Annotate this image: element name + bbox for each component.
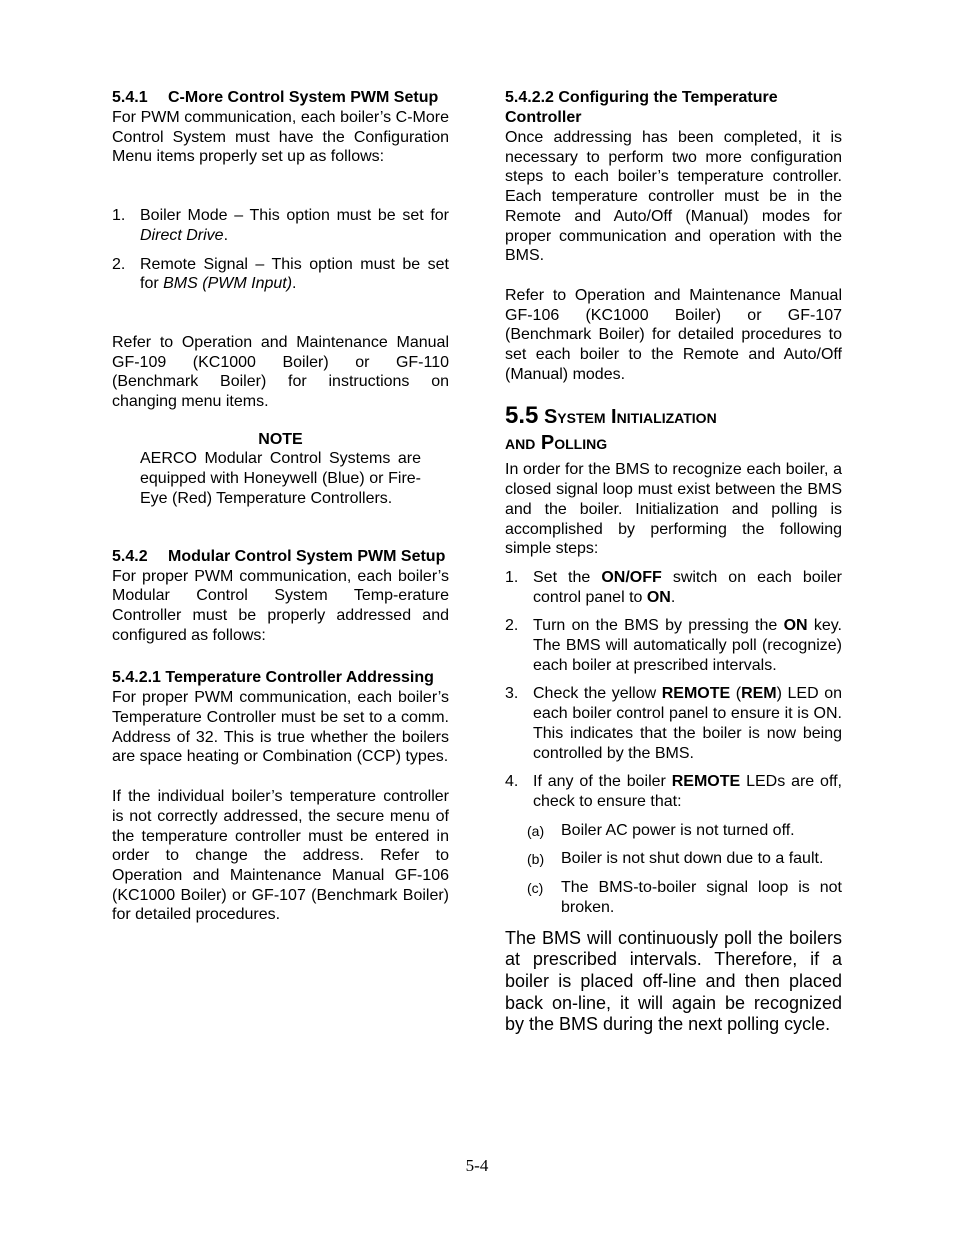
list-emphasis: BMS (PWM Input) bbox=[163, 275, 293, 293]
list-bold: REM bbox=[741, 685, 777, 703]
list-text: Check the yellow bbox=[533, 685, 662, 703]
list-text: switch on each boiler control panel to bbox=[533, 568, 843, 606]
list-text: ) LED on each boiler control panel to ensure it is ON. This indicates that the boiler is now being controlled by the BMS. bbox=[533, 685, 843, 762]
list-item bbox=[505, 568, 842, 607]
section-title-line1: System Initialization bbox=[543, 406, 717, 429]
right-column bbox=[505, 88, 842, 1036]
list-text: Remote Signal – This option must be set for bbox=[140, 255, 449, 293]
sub-list-item bbox=[505, 878, 842, 917]
list-text: Boiler Mode – This option must be set for bbox=[140, 207, 449, 225]
note-text: AERCO Modular Control Systems are equipped with Honeywell (Blue) or Fire-Eye (Red) Temperature Controllers. bbox=[140, 450, 421, 507]
list-item bbox=[505, 616, 842, 675]
sub-list-text: Boiler is not shut down due to a fault. bbox=[561, 850, 824, 868]
list-text: LEDs are off, check to ensure that: bbox=[533, 773, 842, 810]
section-heading-5-4-2 bbox=[112, 547, 449, 567]
closing-paragraph: The BMS will continuously poll the boilers at prescribed intervals. Therefore, if a boiler is placed off-line and then placed back on-line, it will again be recognized by the BMS during the next polling cycle. bbox=[505, 927, 842, 1035]
left-column bbox=[112, 88, 449, 925]
list-bold: REMOTE bbox=[671, 773, 741, 791]
paragraph: For PWM communication, each boiler’s C-More Control System must have the Configuration Menu items properly set up as follows: bbox=[112, 109, 449, 166]
sub-list-item bbox=[505, 821, 842, 841]
list-text-end: . bbox=[292, 275, 297, 293]
sub-list-item bbox=[505, 849, 842, 869]
section-number: 5.4.1 bbox=[112, 89, 148, 106]
section-number: 5.5 bbox=[505, 402, 539, 430]
paragraph: Refer to Operation and Maintenance Manual GF-106 (KC1000 Boiler) or GF-107 (Benchmark Boiler) for detailed procedures to set each boiler to the Remote and Auto/Off (Manual) modes. bbox=[505, 286, 842, 383]
steps-list bbox=[505, 568, 842, 812]
sub-list-letter: (c) bbox=[527, 880, 544, 897]
list-item bbox=[505, 684, 842, 763]
list-number: 2. bbox=[505, 617, 519, 635]
sub-list-letter: (a) bbox=[527, 822, 545, 839]
paragraph: For proper PWM communication, each boiler’s Temperature Controller must be set to a comm. Address of 32. This is true whether the boilers are space heating or Combination (CCP) types. bbox=[112, 689, 449, 766]
list-item bbox=[112, 206, 449, 245]
section-heading-5-4-2-2: 5.4.2.2 Configuring the Temperature Controller bbox=[505, 89, 778, 126]
list-bold: REMOTE bbox=[661, 685, 731, 703]
section-heading-5-4-2-1: 5.4.2.1 Temperature Controller Addressing bbox=[112, 669, 434, 687]
section-title: C-More Control System PWM Setup bbox=[168, 89, 439, 106]
sub-list-text: Boiler AC power is not turned off. bbox=[561, 821, 795, 839]
list-text: ( bbox=[730, 685, 742, 703]
sub-list-text: The BMS-to-boiler signal loop is not broken. bbox=[561, 879, 842, 916]
paragraph: Once addressing has been completed, it is necessary to perform two more configuration steps to each boiler’s temperature controller. Each temperature controller must be in the Remote and Auto/Off (Manual) modes for proper communication and operation with the BMS. bbox=[505, 129, 842, 265]
paragraph: If the individual boiler’s temperature controller is not correctly addressed, the secure menu of the temperature controller must be entered in order to change the address. Refer to Operation and Maintenance Manual GF-106 (KC1000 Boiler) or GF-107 (Benchmark Boiler) for detailed procedures. bbox=[112, 788, 449, 924]
list-item bbox=[112, 255, 449, 294]
list-item bbox=[505, 772, 842, 811]
config-list bbox=[112, 206, 449, 294]
section-number: 5.4.2 bbox=[112, 547, 148, 565]
section-title-line2: and Polling bbox=[505, 432, 608, 455]
sub-list-letter: (b) bbox=[527, 851, 545, 868]
section-heading-5-5 bbox=[505, 403, 842, 456]
page-number: 5-4 bbox=[465, 1156, 489, 1175]
list-emphasis: Direct Drive bbox=[140, 226, 224, 244]
list-number: 1. bbox=[112, 207, 126, 225]
list-number: 4. bbox=[505, 773, 519, 791]
section-heading-5-4-1 bbox=[112, 88, 449, 108]
list-text: If any of the boiler bbox=[533, 773, 672, 791]
list-text: key. The BMS will automatically poll (recognize) each boiler at prescribed intervals. bbox=[533, 617, 842, 674]
note-title: NOTE bbox=[258, 430, 303, 448]
section-title: Modular Control System PWM Setup bbox=[168, 547, 446, 565]
list-bold: ON bbox=[783, 617, 808, 635]
list-number: 3. bbox=[505, 685, 519, 703]
list-text: Set the bbox=[533, 568, 602, 586]
list-text-end: . bbox=[223, 226, 229, 244]
note-box bbox=[140, 430, 421, 509]
list-number: 2. bbox=[112, 255, 126, 273]
paragraph: For proper PWM communication, each boiler’s Modular Control System Temp-erature Controller must be properly addressed and configured as follows: bbox=[112, 567, 449, 644]
list-bold: ON bbox=[646, 588, 671, 606]
list-number: 1. bbox=[505, 568, 519, 586]
paragraph: Refer to Operation and Maintenance Manual GF-109 (KC1000 Boiler) or GF-110 (Benchmark Boiler) for instructions on changing menu items. bbox=[112, 333, 449, 411]
paragraph: In order for the BMS to recognize each boiler, a closed signal loop must exist between the BMS and the boiler. Initialization and polling is accomplished by performing the following simple steps: bbox=[505, 461, 842, 558]
list-text: Turn on the BMS by pressing the bbox=[533, 617, 784, 635]
list-text: . bbox=[670, 588, 676, 606]
list-bold: ON/OFF bbox=[601, 568, 662, 586]
